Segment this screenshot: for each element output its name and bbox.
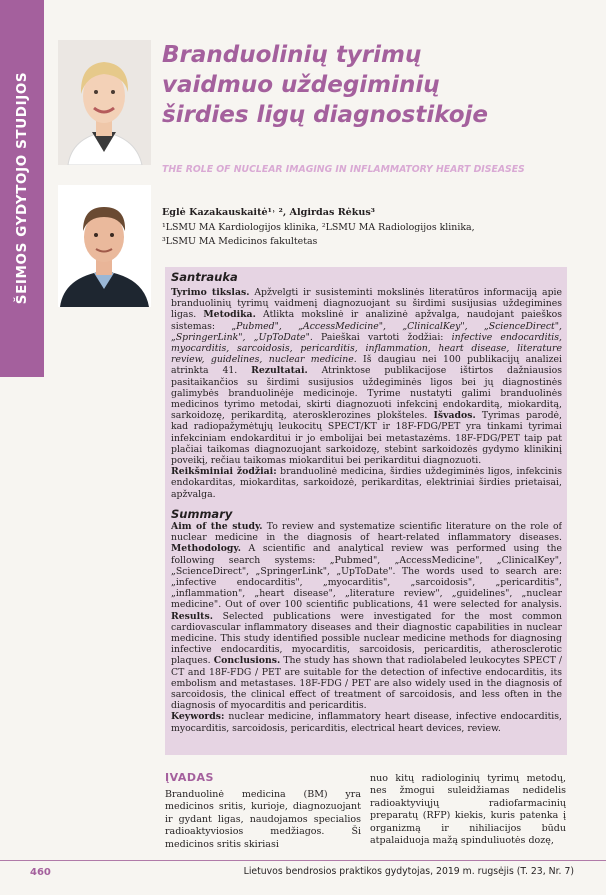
santrauka-search-words: infective endocarditis, myocarditis, sarcoidosis, pericarditis, inflammation, heart disease, literature review, guidelines, nuclear medicine bbox=[171, 331, 562, 366]
santrauka-method-label: Metodika. bbox=[203, 309, 256, 321]
article-title-line-2: vaidmuo uždegiminių bbox=[162, 72, 440, 98]
summary-method-text: A scientific and analytical review was performed using the following search systems: „Pubmed", „AccessMedicine", „ClinicalKey", „ScienceDirect", „SpringerLink", „UpToDate". The words used to search are: „infective endocarditis", „myocarditis", „sarcoidosis", „pericarditis", „inflammation", „heart disease", „literature review", „guidelines", „nuclear medicine". Out of over 100 scientific publications, 41 were selected for analysis. bbox=[171, 543, 562, 611]
intro-heading: ĮVADAS bbox=[165, 771, 214, 784]
santrauka-results-label: Rezultatai. bbox=[251, 365, 308, 377]
affiliation-line-2: ³LSMU MA Medicinos fakultetas bbox=[162, 236, 318, 247]
author-photo-1-image bbox=[58, 40, 151, 165]
santrauka-conclusions-text: Tyrimas parodė, kad radiopažymėtųjų leukocitų SPECT/KT ir 18F-FDG/PET yra tinkami tyrimai infekciniam endokarditui ir jo embolijai bei metastazėms. 18F-FDG/PET taip pat plačiai taikomas diagnozuojant sarkoidozę, stebint sarkoidozės gydymo klinikinį poveikį, rečiau taikomas miokarditui bei perikarditui diagnozuoti. bbox=[171, 410, 562, 467]
summary-heading: Summary bbox=[171, 507, 233, 521]
santrauka-aim-text: Apžvelgti ir susisteminti mokslinės literatūros informaciją apie branduolinių tyrimų vaidmenį diagnozuojant su širdimi susijusias uždegimines ligas. bbox=[171, 287, 562, 321]
summary-method-label: Methodology. bbox=[171, 543, 241, 555]
summary-conclusions-label: Conclusions. bbox=[213, 655, 281, 667]
santrauka-text bbox=[171, 287, 562, 505]
santrauka-method-text-3: . Iš daugiau nei 100 publikacijų analizei atrinkta 41. bbox=[171, 354, 562, 377]
summary-keywords-text: nuclear medicine, inflammatory heart disease, infective endocarditis, myocarditis, sarcoidosis, pericarditis, electrical heart devices, review. bbox=[171, 711, 562, 734]
article-title-line-3: širdies ligų diagnostikoje bbox=[162, 102, 489, 128]
summary-aim-text: To review and systematize scientific literature on the role of nuclear medicine in the diagnosis of heart-related inflammatory diseases. bbox=[171, 521, 562, 544]
santrauka-method-text-1: Atlikta mokslinė ir analizinė apžvalga, naudojant paieškos sistemas: „ bbox=[171, 309, 562, 332]
section-sidebar bbox=[0, 0, 44, 377]
article-title-line-1: Branduolinių tyrimų bbox=[162, 42, 422, 68]
author-photo-2-image bbox=[58, 185, 151, 307]
santrauka-results-text: Atrinktose publikacijose ištirtos dažniausios pasitaikančios su širdimi susijusios uždegiminės ligos bei jų diagnostinės galimybės branduolinėje medicinoje. Tyrime nustatyti galimi branduolinės medicinos tyrimo metodai, skirti diagnozuoti infekcinį endokarditą, miokarditą, sarkoidozę, perikarditą, aterosklerozines plokšteles. bbox=[171, 365, 562, 422]
summary-conclusions-text: The study has shown that radiolabeled leukocytes SPECT / CT and 18F-FDG / PET are suitable for the detection of infective endocarditis, its embolism and metastases. 18F-FDG / PET are also widely used in the diagnosis of sarcoidosis, the clinical effect of treatment of sarcoidosis, and less often in the diagnosis of myocarditis and pericarditis. bbox=[171, 655, 562, 712]
santrauka-keywords-text: branduolinė medicina, širdies uždegiminės ligos, infekcinis endokarditas, miokarditas, sarkoidozė, perikarditas, elektriniai širdies prietaisai, apžvalga. bbox=[171, 466, 562, 500]
summary-results-text: Selected publications were investigated for the most common cardiovascular inflammatory diseases and their diagnostic capabilities in nuclear medicine. This study identified possible nuclear medicine methods for diagnosing infective endocarditis, myocarditis, sarcoidosis, pericarditis, atherosclerotic plaques. bbox=[171, 610, 562, 667]
article-subtitle: THE ROLE OF NUCLEAR IMAGING IN INFLAMMATORY HEART DISEASES bbox=[162, 164, 525, 175]
author-photo-1 bbox=[58, 40, 151, 165]
author-photo-2 bbox=[58, 185, 151, 307]
intro-column-1: Branduolinė medicina (BM) yra medicinos sritis, kurioje, diagnozuojant ir gydant ligas, naudojamos specialios radioaktyviosios medžiagos. Ši medicinos sritis skiriasi bbox=[165, 789, 361, 850]
santrauka-conclusions-label: Išvados. bbox=[433, 410, 476, 422]
santrauka-sources: Pubmed", „AccessMedicine", „ClinicalKey", „ScienceDirect", „SpringerLink", „UpToDate bbox=[171, 320, 562, 343]
summary-keywords-label: Keywords: bbox=[171, 711, 225, 723]
summary-text bbox=[171, 521, 562, 751]
santrauka-keywords-label: Reikšminiai žodžiai: bbox=[171, 466, 277, 478]
journal-citation: Lietuvos bendrosios praktikos gydytojas, 2019 m. rugsėjis (T. 23, Nr. 7) bbox=[243, 866, 574, 877]
santrauka-method-text-2: ". Paieškai vartoti žodžiai: bbox=[305, 331, 452, 343]
santrauka-aim-label: Tyrimo tikslas. bbox=[171, 287, 250, 298]
authors: Eglė Kazakauskaitė¹˒ ², Algirdas Rėkus³ bbox=[162, 207, 376, 218]
summary-results-label: Results. bbox=[171, 610, 213, 622]
intro-column-2: nuo kitų radiologinių tyrimų metodų, nes žmogui suleidžiamas nedidelis radioaktyviųjų radiofarmacinių preparatų (RFP) kiekis, kuris patenka į organizmą ir nihiliacijos būdu atpalaiduoja mažą spinduliuotės dozę, bbox=[370, 773, 566, 847]
section-label: ŠEIMOS GYDYTOJO STUDIJOS bbox=[14, 71, 30, 305]
affiliation-line-1: ¹LSMU MA Kardiologijos klinika, ²LSMU MA Radiologijos klinika, bbox=[162, 222, 475, 233]
footer-divider bbox=[0, 860, 606, 861]
page-number: 460 bbox=[30, 867, 51, 878]
santrauka-heading: Santrauka bbox=[171, 270, 238, 284]
article-title bbox=[162, 40, 587, 130]
summary-aim-label: Aim of the study. bbox=[171, 521, 263, 532]
